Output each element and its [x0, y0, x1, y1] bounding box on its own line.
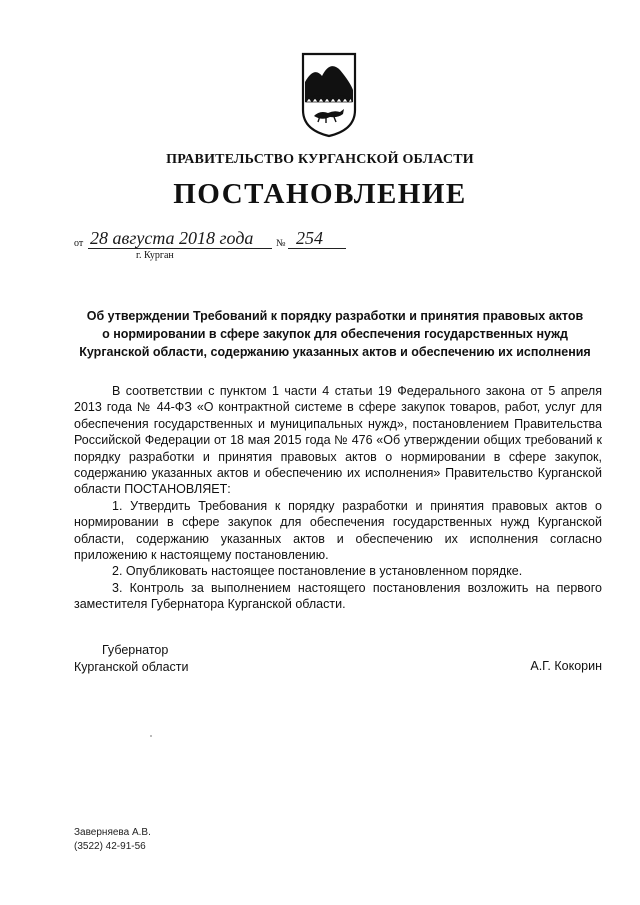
date-number-line [74, 226, 374, 266]
document-subject [70, 307, 600, 361]
executor-name: Заверняева А.В. [74, 827, 151, 838]
number-label: № [276, 238, 286, 249]
document-type-title: ПОСТАНОВЛЕНИЕ [173, 178, 467, 210]
city-label: г. Курган [136, 250, 174, 261]
executor-info [74, 826, 151, 854]
government-name: ПРАВИТЕЛЬСТВО КУРГАНСКОЙ ОБЛАСТИ [166, 152, 474, 167]
scan-speck [150, 735, 152, 737]
number-handwritten: 254 [296, 228, 323, 248]
coat-of-arms-icon [300, 52, 358, 138]
body-paragraph: 2. Опубликовать настоящее постановление в установленном порядке. [112, 564, 523, 579]
signatory-title-line: Губернатор [102, 643, 169, 657]
number-underline [288, 248, 346, 249]
date-handwritten: 28 августа 2018 года [90, 228, 254, 248]
signatory-title-line: Курганской области [74, 660, 189, 674]
subject-line: Об утверждении Требований к порядку разработки и принятия правовых актов [86, 309, 584, 323]
body-paragraph: 3. Контроль за выполнением настоящего постановления возложить на первого заместителя Губернатора Курганской области. [74, 580, 602, 612]
signatory-title [74, 642, 189, 676]
body-paragraph: 1. Утвердить Требования к порядку разработки и принятия правовых актов о нормировании в сфере закупок для обеспечения государственных нужд Курганской области, содержанию указанных актов и обеспечению их исполнения согласно приложению к настоящему постановлению. [74, 498, 602, 563]
from-label: от [74, 238, 84, 249]
subject-line: Курганской области, содержанию указанных актов и обеспечению их исполнения [79, 345, 591, 359]
date-underline [88, 248, 272, 249]
executor-phone: (3522) 42-91-56 [74, 841, 146, 852]
body-paragraph: В соответствии с пунктом 1 части 4 статьи 19 Федерального закона от 5 апреля 2013 года № 44-ФЗ «О контрактной системе в сфере закупок товаров, работ, услуг для обеспечения государственных и муниципальных нужд», постановлением Правительства Российской Федерации от 18 мая 2015 года № 476 «Об утверждении общих требований к порядку разработки и принятия правовых актов о нормировании в сфере закупок, содержанию указанных актов и обеспечению их исполнения» Правительство Курганской области ПОСТАНОВЛЯЕТ: [74, 384, 602, 497]
signatory-name: А.Г. Кокорин [530, 659, 602, 673]
document-body [74, 383, 602, 613]
subject-line: о нормировании в сфере закупок для обеспечения государственных нужд [102, 327, 568, 341]
